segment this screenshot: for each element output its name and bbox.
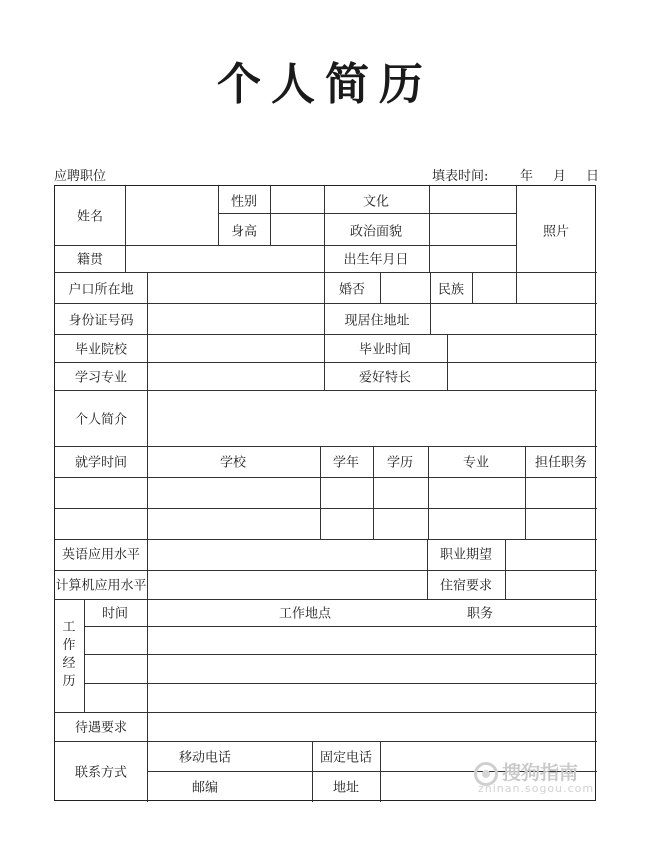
col-line — [447, 334, 448, 390]
col-line — [125, 186, 126, 272]
contact-label: 联系方式 — [74, 765, 128, 781]
work-char: 工 — [62, 620, 76, 635]
row-line — [55, 477, 597, 478]
col-line — [147, 446, 148, 539]
school-label: 毕业院校 — [74, 342, 128, 358]
page-title: 个人简历 — [217, 59, 433, 110]
edu-years-header: 学年 — [332, 455, 360, 471]
hobby-label: 爱好特长 — [358, 370, 412, 386]
watermark-text: 搜狗指南 — [502, 762, 579, 784]
work-position-header: 职务 — [466, 606, 494, 622]
col-line — [147, 741, 148, 802]
col-line — [147, 539, 148, 599]
col-line — [84, 599, 85, 712]
month-label: 月 — [553, 169, 567, 184]
col-line — [429, 186, 430, 272]
work-place-header: 工作地点 — [278, 606, 332, 622]
row-line — [84, 683, 597, 684]
edu-duty-header: 担任职务 — [534, 455, 588, 471]
career-expectation-label: 职业期望 — [439, 547, 493, 563]
row-line — [55, 599, 597, 600]
col-line — [320, 446, 321, 539]
row-line — [55, 390, 597, 391]
col-line — [516, 186, 517, 303]
native-place-label: 籍贯 — [76, 252, 104, 268]
english-level-label: 英语应用水平 — [61, 547, 141, 563]
major-label: 学习专业 — [74, 370, 128, 386]
col-line — [472, 272, 473, 303]
edu-degree-header: 学历 — [386, 455, 414, 471]
work-time-header: 时间 — [101, 606, 129, 622]
col-line — [430, 272, 431, 303]
row-line — [84, 626, 597, 627]
row-line — [55, 741, 597, 742]
height-label: 身高 — [230, 224, 258, 240]
row-line — [55, 334, 597, 335]
contact-address-label: 地址 — [332, 780, 360, 796]
politics-label: 政治面貌 — [349, 224, 403, 240]
col-line — [380, 741, 381, 802]
ethnic-label: 民族 — [437, 282, 465, 298]
mobile-label: 移动电话 — [178, 750, 232, 766]
gender-label: 性别 — [230, 194, 258, 210]
row-line — [55, 570, 597, 571]
landline-label: 固定电话 — [319, 750, 373, 766]
col-line — [505, 539, 506, 599]
col-line — [430, 303, 431, 334]
col-line — [147, 390, 148, 446]
col-line — [270, 186, 271, 245]
grad-time-label: 毕业时间 — [358, 342, 412, 358]
work-char: 作 — [62, 638, 76, 653]
row-line — [55, 712, 597, 713]
col-line — [312, 741, 313, 802]
col-line — [147, 712, 148, 741]
col-line — [147, 599, 148, 712]
year-label: 年 — [520, 169, 534, 184]
col-line — [525, 446, 526, 539]
day-label: 日 — [586, 169, 600, 184]
row-line — [55, 539, 597, 540]
col-line — [147, 272, 148, 390]
col-line — [427, 539, 428, 599]
row-line — [218, 213, 516, 214]
col-line — [428, 446, 429, 539]
id-number-label: 身份证号码 — [68, 313, 134, 329]
birth-date-label: 出生年月日 — [343, 252, 409, 268]
household-label: 户口所在地 — [68, 282, 134, 298]
computer-level-label: 计算机应用水平 — [55, 578, 147, 594]
photo-label: 照片 — [542, 224, 570, 240]
work-char: 历 — [62, 674, 76, 689]
col-line — [324, 334, 325, 390]
fill-time-label: 填表时间: — [432, 169, 489, 184]
row-line — [55, 508, 597, 509]
edu-school-header: 学校 — [219, 455, 247, 471]
col-line — [373, 446, 374, 539]
edu-period-header: 就学时间 — [74, 455, 128, 471]
marital-label: 婚否 — [338, 282, 366, 298]
row-line — [55, 446, 597, 447]
treatment-label: 待遇要求 — [74, 720, 128, 736]
intro-label: 个人简介 — [74, 412, 128, 428]
position-applied-label: 应聘职位 — [54, 169, 107, 184]
address-label: 现居住地址 — [344, 313, 410, 329]
resume-form — [54, 185, 596, 801]
lodging-label: 住宿要求 — [439, 578, 493, 594]
col-line — [324, 186, 325, 334]
edu-major-header: 专业 — [462, 455, 490, 471]
postcode-label: 邮编 — [191, 780, 219, 796]
watermark-url: zhinan.sogou.com — [478, 782, 595, 795]
col-line — [380, 272, 381, 303]
work-char: 经 — [62, 656, 76, 671]
row-line — [55, 362, 597, 363]
name-label: 姓名 — [76, 209, 104, 225]
row-line — [55, 303, 597, 304]
col-line — [218, 186, 219, 245]
work-experience-label — [61, 619, 77, 691]
row-line — [84, 654, 597, 655]
culture-label: 文化 — [362, 194, 390, 210]
